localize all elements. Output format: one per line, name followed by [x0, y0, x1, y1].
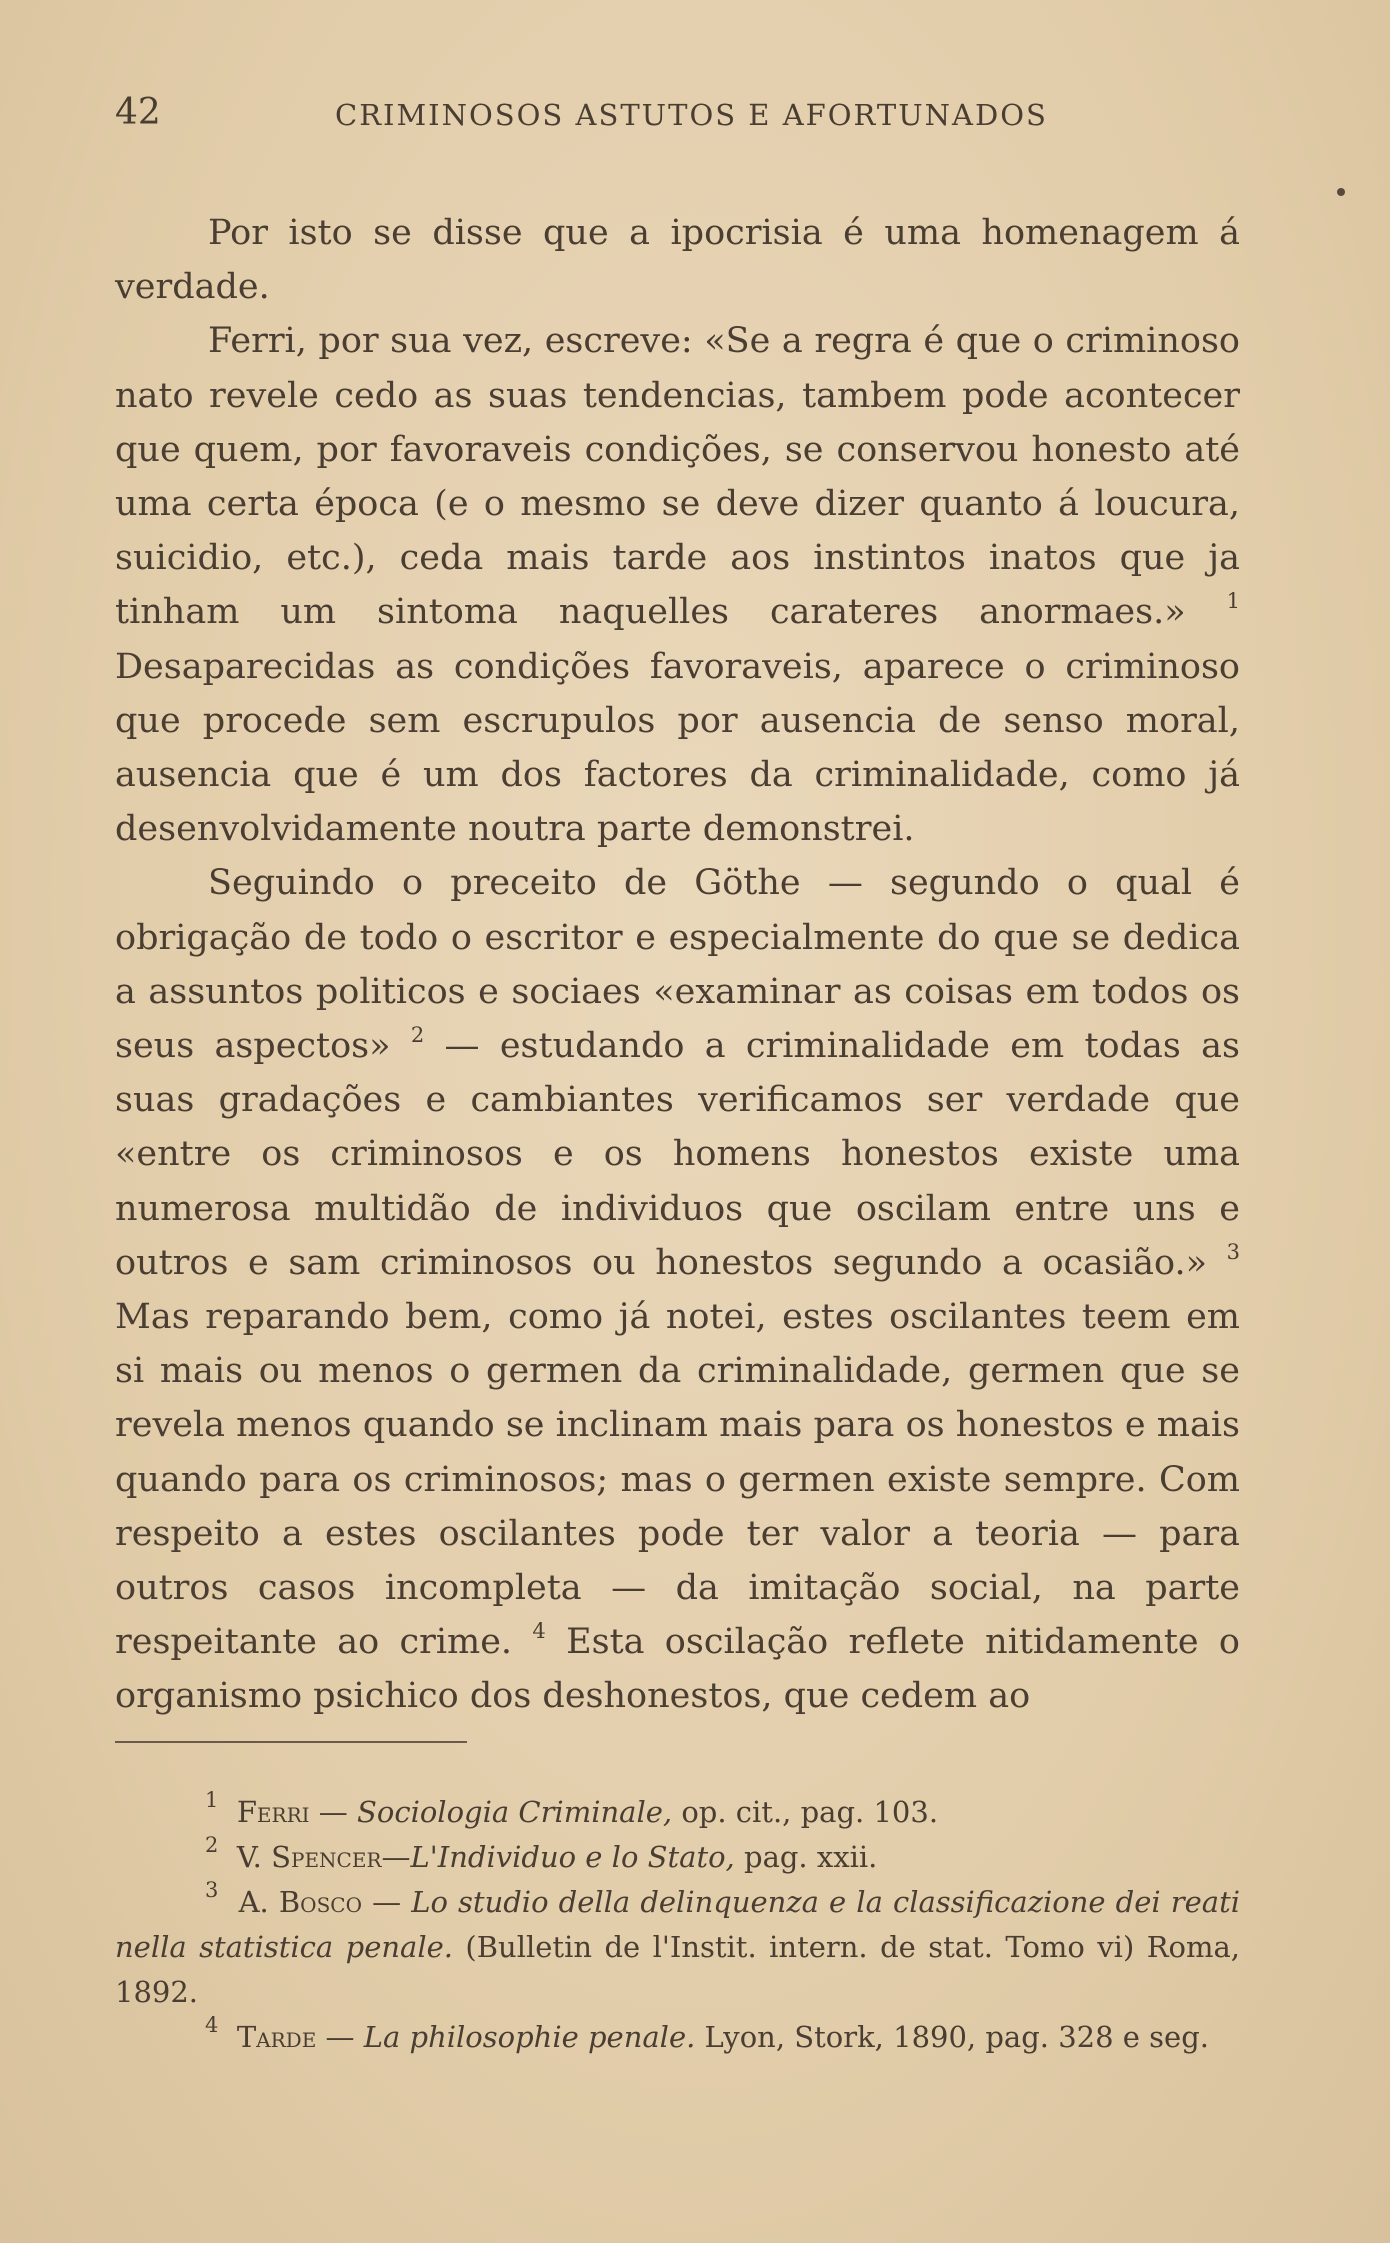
- footnote-ref: 4: [532, 1619, 546, 1644]
- page-header: [115, 92, 1240, 140]
- footnote-ref: 1: [1226, 589, 1240, 614]
- footnote-2: $^2$ V. Spencer—L'Individuo e lo Stato, pag. xxii.: [205, 1833, 878, 1874]
- footnote-ref: 2: [410, 1023, 425, 1048]
- footnote-3: $^3$ A. Bosco — Lo studio della delinquenza e la classificazione dei reati nella statistica penale. (Bulletin de l'Instit. intern. de stat. Tomo vi) Roma, 1892.: [115, 1878, 1241, 2009]
- paragraph-2: Ferri, por sua vez, escreve: «Se a regra é que o criminoso nato revele cedo as suas tendencias, tambem pode acontecer que quem, por favoraveis condições, se conservou honesto até uma certa época (e o mesmo se deve dizer quanto á loucura, suicidio, etc.), ceda mais tarde aos instintos inatos que ja tinham um sintoma naquelles carateres anormaes.» $^1$ Desaparecidas as condições favoraveis, aparece o criminoso que procede sem escrupulos por ausencia de senso moral, ausencia que é um dos factores da criminalidade, como já desenvolvidamente noutra parte demonstrei.: [115, 321, 1240, 850]
- footnotes: [115, 1790, 1240, 2060]
- footnote-4: $^4$ Tarde — La philosophie penale. Lyon, Stork, 1890, pag. 328 e seg.: [205, 2013, 1209, 2054]
- body-text: [115, 206, 1240, 1724]
- footnote-ref: 3: [1226, 1239, 1240, 1264]
- ink-dot-mark: [1337, 188, 1345, 196]
- page-number: 42: [115, 92, 161, 133]
- paragraph-1: Por isto se disse que a ipocrisia é uma homenagem á verdade.: [115, 213, 1240, 308]
- paragraph-3: Seguindo o preceito de Göthe — segundo o qual é obrigação de todo o escritor e especialmente do que se dedica a assuntos politicos e sociaes «examinar as coisas em todos os seus aspectos» $^2$ — estudando a criminalidade em todas as suas gradações e cambiantes verificamos ser verdade que «entre os criminosos e os homens honestos existe uma numerosa multidão de individuos que oscilam entre uns e outros e sam criminosos ou honestos segundo a ocasião.» $^3$ Mas reparando bem, como já notei, estes oscilantes teem em si mais ou menos o germen da criminalidade, germen que se revela menos quando se inclinam mais para os honestos e mais quando para os criminosos; mas o germen existe sempre. Com respeito a estes oscilantes pode ter valor a teoria — para outros casos incompleta — da imitação social, na parte respeitante ao crime. $^4$ Esta oscilação reflete nitidamente o organismo psichico dos deshonestos, que cedem ao: [115, 863, 1240, 1717]
- running-title: CRIMINOSOS ASTUTOS E AFORTUNADOS: [335, 98, 1048, 132]
- footnote-divider: [115, 1741, 467, 1743]
- footnote-1: $^1$ Ferri — Sociologia Criminale, op. cit., pag. 103.: [205, 1788, 939, 1829]
